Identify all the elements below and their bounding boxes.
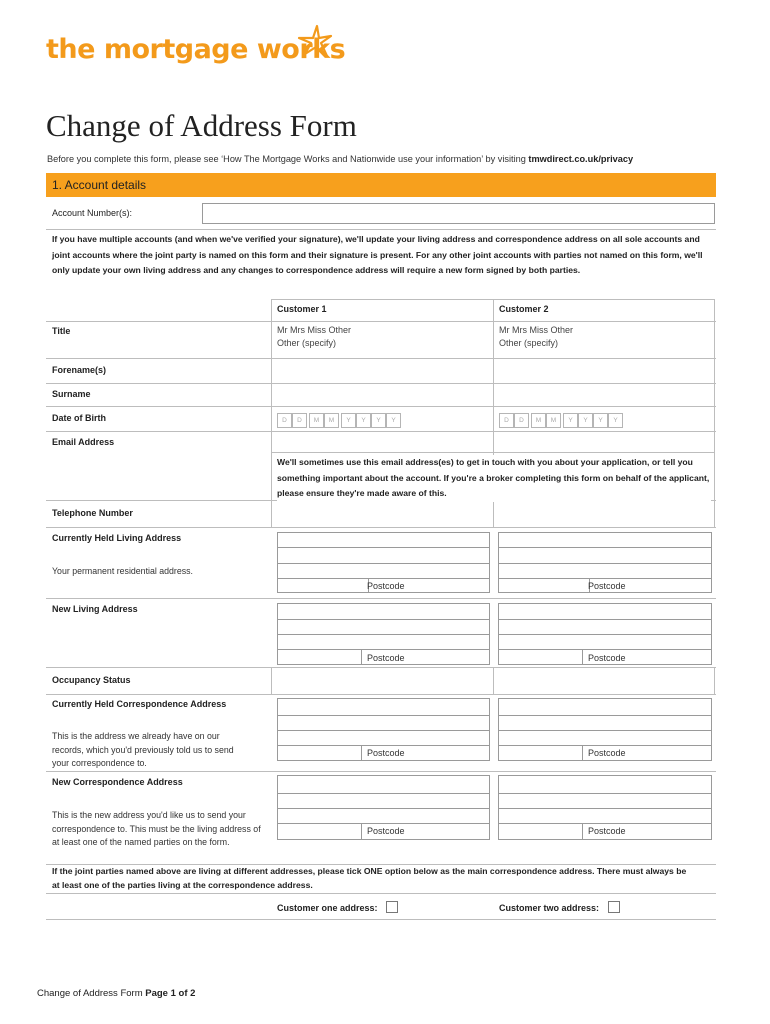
new-living-label: New Living Address	[52, 604, 138, 614]
title-options-c1[interactable]: Mr Mrs Miss Other Other (specify)	[277, 325, 351, 348]
customer-two-address-checkbox[interactable]	[608, 901, 620, 913]
divider	[46, 694, 716, 695]
divider	[46, 406, 716, 407]
forename-input-c1[interactable]	[272, 359, 493, 383]
column-divider	[714, 299, 715, 500]
dob-box[interactable]: M	[309, 413, 324, 428]
forename-label: Forename(s)	[52, 365, 107, 375]
customer-1-header: Customer 1	[277, 304, 327, 314]
dob-box[interactable]: D	[499, 413, 514, 428]
current-living-address-c1[interactable]	[277, 532, 490, 593]
star-logo-icon	[297, 24, 333, 60]
divider	[46, 771, 716, 772]
dob-label: Date of Birth	[52, 413, 106, 423]
customer-one-address-label: Customer one address:	[277, 903, 378, 913]
footer: Change of Address Form Page 1 of 2	[37, 988, 196, 999]
customer-one-address-checkbox[interactable]	[386, 901, 398, 913]
dob-box[interactable]: Y	[608, 413, 623, 428]
title-options-c2[interactable]: Mr Mrs Miss Other Other (specify)	[499, 325, 573, 348]
dob-box[interactable]: Y	[341, 413, 356, 428]
current-corr-note: This is the address we already have on our records, which you'd previously told us to send your correspondence to.	[52, 731, 234, 768]
forename-input-c2[interactable]	[494, 359, 714, 383]
dob-input-c1[interactable]	[277, 413, 401, 428]
column-divider	[714, 500, 715, 528]
new-corr-label: New Correspondence Address	[52, 777, 183, 787]
divider	[46, 893, 716, 894]
divider	[46, 321, 716, 322]
email-input-c1[interactable]	[272, 432, 493, 452]
joint-parties-note: If the joint parties named above are living at different addresses, please tick ONE option below as the main correspondence address. There must always be at least one of the parties living at the correspondence address.	[52, 866, 687, 890]
dob-box[interactable]: Y	[593, 413, 608, 428]
dob-box[interactable]: M	[546, 413, 561, 428]
postcode-label: Postcode	[367, 748, 405, 758]
email-label: Email Address	[52, 437, 115, 447]
current-corr-address-c2[interactable]	[498, 698, 712, 761]
surname-input-c1[interactable]	[272, 384, 493, 406]
dob-input-c2[interactable]	[499, 413, 623, 428]
title-label: Title	[52, 326, 71, 336]
divider	[46, 919, 716, 920]
customer-2-header: Customer 2	[499, 304, 549, 314]
email-note: We'll sometimes use this email address(es) to get in touch with you about your application, or tell you something important about the account. If you're a broker completing this form on behalf of the applicant, please ensure they're made aware of this.	[277, 455, 711, 502]
current-corr-label: Currently Held Correspondence Address	[52, 699, 227, 709]
dob-box[interactable]: D	[277, 413, 292, 428]
page-number: Page 1 of 2	[145, 988, 196, 999]
postcode-label: Postcode	[588, 653, 626, 663]
divider	[46, 667, 716, 668]
divider	[46, 527, 716, 528]
column-divider	[271, 667, 272, 695]
customer-two-address-label: Customer two address:	[499, 903, 600, 913]
divider	[271, 452, 715, 453]
dob-box[interactable]: M	[531, 413, 546, 428]
brand-logo: the mortgage works	[46, 34, 346, 65]
dob-box[interactable]: Y	[371, 413, 386, 428]
postcode-label: Postcode	[588, 826, 626, 836]
column-divider	[493, 500, 494, 528]
dob-box[interactable]: Y	[563, 413, 578, 428]
account-number-label: Account Number(s):	[52, 208, 133, 218]
divider	[271, 299, 715, 300]
dob-box[interactable]: M	[324, 413, 339, 428]
occupancy-label: Occupancy Status	[52, 675, 131, 685]
current-living-note: Your permanent residential address.	[52, 566, 193, 576]
current-living-address-c2[interactable]	[498, 532, 712, 593]
multiple-accounts-notice: If you have multiple accounts (and when we've verified your signature), we'll update your living address and correspondence address on all sole accounts and joint accounts where the joint party is named on this form and their signature is present. For any other joint accounts with parties not named on this form, we'll only update your own living address and any changes to correspondence address will require a new form signed by both parties.	[52, 234, 703, 275]
column-divider	[493, 667, 494, 695]
new-living-address-c1[interactable]	[277, 603, 490, 665]
dob-box[interactable]: Y	[356, 413, 371, 428]
postcode-label: Postcode	[588, 581, 626, 591]
dob-box[interactable]: D	[292, 413, 307, 428]
divider	[46, 229, 716, 230]
dob-box[interactable]: Y	[578, 413, 593, 428]
surname-input-c2[interactable]	[494, 384, 714, 406]
column-divider	[271, 500, 272, 528]
section-header-bar	[46, 173, 716, 197]
account-number-input[interactable]	[202, 203, 715, 224]
postcode-label: Postcode	[367, 581, 405, 591]
page-title: Change of Address Form	[46, 108, 357, 143]
privacy-link[interactable]: tmwdirect.co.uk/privacy	[528, 154, 634, 164]
intro-text: Before you complete this form, please see ‘How The Mortgage Works and Nationwide use your information’ by visiting tmwdirect.co.uk/privacy	[47, 154, 634, 164]
new-living-address-c2[interactable]	[498, 603, 712, 665]
column-divider	[714, 667, 715, 695]
section-title: 1. Account details	[52, 178, 147, 192]
postcode-label: Postcode	[367, 826, 405, 836]
surname-label: Surname	[52, 389, 91, 399]
email-input-c2[interactable]	[494, 432, 714, 452]
dob-box[interactable]: D	[514, 413, 529, 428]
postcode-label: Postcode	[588, 748, 626, 758]
new-corr-note: This is the new address you'd like us to send your correspondence to. This must be the living address of at least one of the named parties on the form.	[52, 810, 261, 847]
current-corr-address-c1[interactable]	[277, 698, 490, 761]
telephone-label: Telephone Number	[52, 508, 133, 518]
dob-box[interactable]: Y	[386, 413, 401, 428]
divider	[46, 598, 716, 599]
new-corr-address-c1[interactable]	[277, 775, 490, 840]
new-corr-address-c2[interactable]	[498, 775, 712, 840]
postcode-label: Postcode	[367, 653, 405, 663]
current-living-label: Currently Held Living Address	[52, 533, 182, 543]
